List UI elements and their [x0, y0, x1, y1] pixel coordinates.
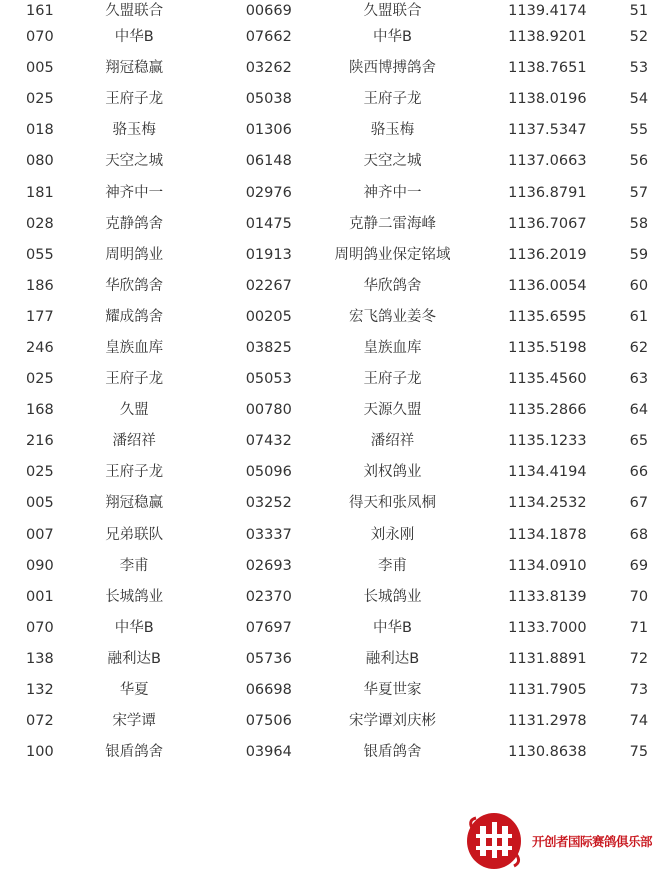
cell-team: 华欣鸽舍	[105, 277, 164, 294]
cell-area: 161	[26, 3, 54, 19]
cell-area: 025	[26, 371, 54, 388]
cell-speed: 1138.9201	[508, 29, 587, 46]
cell-owner: 李甫	[377, 557, 407, 574]
cell-area: 181	[26, 184, 54, 201]
cell-team: 王府子龙	[105, 371, 164, 388]
cell-rank: 51	[629, 3, 649, 19]
cell-area: 090	[26, 557, 54, 574]
cell-speed: 1137.0663	[508, 153, 587, 170]
cell-team: 克静鸽舍	[105, 215, 164, 232]
cell-ring: 07506	[245, 713, 292, 730]
cell-speed: 1134.2532	[508, 495, 587, 512]
cell-speed: 1134.4194	[508, 464, 587, 481]
cell-team: 久盟	[119, 402, 149, 419]
table-row	[0, 177, 670, 208]
cell-area: 070	[26, 619, 54, 636]
cell-ring: 07697	[245, 619, 292, 636]
cell-rank: 62	[629, 339, 649, 356]
table-row	[0, 613, 670, 644]
table-row	[0, 209, 670, 240]
table-row	[0, 644, 670, 675]
cell-speed: 1134.1878	[508, 526, 587, 543]
cell-owner: 长城鸽业	[363, 588, 422, 605]
cell-ring: 00780	[245, 402, 292, 419]
cell-ring: 00669	[245, 3, 292, 19]
cell-speed: 1138.0196	[508, 91, 587, 108]
cell-rank: 56	[629, 153, 649, 170]
cell-owner: 中华B	[373, 619, 412, 636]
table-row	[0, 582, 670, 613]
cell-ring: 01306	[245, 122, 292, 139]
cell-rank: 70	[629, 588, 649, 605]
cell-speed: 1133.8139	[508, 588, 587, 605]
cell-area: 072	[26, 713, 54, 730]
cell-ring: 01475	[245, 215, 292, 232]
cell-area: 216	[26, 433, 54, 450]
cell-area: 100	[26, 744, 54, 761]
cell-team: 翔冠稳赢	[105, 60, 164, 77]
cell-ring: 02267	[245, 277, 292, 294]
cell-speed: 1133.7000	[508, 619, 587, 636]
table-row	[0, 240, 670, 271]
table-row	[0, 675, 670, 706]
cell-ring: 03262	[245, 60, 292, 77]
cell-speed: 1135.2866	[508, 402, 587, 419]
cell-area: 246	[26, 339, 54, 356]
cell-owner: 华夏世家	[363, 682, 422, 699]
cell-ring: 07432	[245, 433, 292, 450]
table-row	[0, 520, 670, 551]
cell-area: 007	[26, 526, 54, 543]
cell-rank: 69	[629, 557, 649, 574]
cell-rank: 66	[629, 464, 649, 481]
cell-area: 132	[26, 682, 54, 699]
cell-area: 138	[26, 650, 54, 667]
cell-rank: 68	[629, 526, 649, 543]
cell-rank: 63	[629, 371, 649, 388]
cell-speed: 1138.7651	[508, 60, 587, 77]
club-seal-icon	[462, 808, 526, 872]
cell-area: 080	[26, 153, 54, 170]
cell-ring: 03825	[245, 339, 292, 356]
table-row	[0, 302, 670, 333]
table-row	[0, 271, 670, 302]
cell-rank: 74	[629, 713, 649, 730]
cell-speed: 1130.8638	[508, 744, 587, 761]
cell-owner: 宋学谭刘庆彬	[348, 713, 436, 730]
cell-speed: 1135.4560	[508, 371, 587, 388]
cell-rank: 52	[629, 29, 649, 46]
cell-rank: 71	[629, 619, 649, 636]
cell-area: 177	[26, 308, 54, 325]
cell-ring: 05736	[245, 650, 292, 667]
table-row	[0, 364, 670, 395]
cell-team: 骆玉梅	[112, 122, 156, 139]
cell-area: 186	[26, 277, 54, 294]
cell-rank: 67	[629, 495, 649, 512]
cell-speed: 1136.2019	[508, 246, 587, 263]
cell-owner: 得天和张凤桐	[348, 495, 436, 512]
cell-team: 皇族血库	[105, 339, 164, 356]
cell-owner: 神齐中一	[363, 184, 422, 201]
cell-team: 周明鸽业	[105, 246, 164, 263]
table-row	[0, 22, 670, 53]
club-logo	[462, 808, 662, 872]
cell-area: 001	[26, 588, 54, 605]
cell-owner: 王府子龙	[363, 91, 422, 108]
cell-rank: 58	[629, 215, 649, 232]
cell-owner: 骆玉梅	[370, 122, 415, 139]
cell-area: 018	[26, 122, 54, 139]
cell-area: 025	[26, 464, 54, 481]
cell-owner: 周明鸽业保定铭域	[334, 246, 451, 263]
cell-rank: 60	[629, 277, 649, 294]
cell-ring: 05096	[245, 464, 292, 481]
cell-owner: 刘永刚	[370, 526, 415, 543]
cell-team: 宋学谭	[112, 713, 156, 730]
cell-area: 005	[26, 495, 54, 512]
cell-owner: 克静二雷海峰	[348, 215, 436, 232]
cell-ring: 02976	[245, 184, 292, 201]
cell-rank: 64	[629, 402, 649, 419]
table-row	[0, 53, 670, 84]
cell-team: 翔冠稳赢	[105, 495, 164, 512]
cell-ring: 02370	[245, 588, 292, 605]
cell-area: 005	[26, 60, 54, 77]
cell-rank: 57	[629, 184, 649, 201]
cell-rank: 65	[629, 433, 649, 450]
table-row	[0, 737, 670, 768]
cell-rank: 55	[629, 122, 649, 139]
cell-area: 070	[26, 29, 54, 46]
cell-team: 长城鸽业	[105, 588, 164, 605]
cell-team: 李甫	[119, 557, 149, 574]
cell-team: 潘绍祥	[112, 433, 156, 450]
cell-speed: 1131.2978	[508, 713, 587, 730]
cell-speed: 1135.6595	[508, 308, 587, 325]
table-row	[0, 488, 670, 519]
cell-speed: 1131.8891	[508, 650, 587, 667]
cell-owner: 宏飞鸽业姜冬	[348, 308, 436, 325]
cell-ring: 00205	[245, 308, 292, 325]
table-row	[0, 146, 670, 177]
cell-team: 王府子龙	[105, 91, 164, 108]
cell-area: 168	[26, 402, 54, 419]
cell-team: 神齐中一	[105, 184, 164, 201]
cell-rank: 61	[629, 308, 649, 325]
cell-owner: 王府子龙	[363, 371, 422, 388]
cell-ring: 05038	[245, 91, 292, 108]
cell-ring: 03337	[245, 526, 292, 543]
cell-ring: 06698	[245, 682, 292, 699]
cell-team: 银盾鸽舍	[105, 744, 164, 761]
table-row	[0, 333, 670, 364]
table-row	[0, 395, 670, 426]
cell-ring: 06148	[245, 153, 292, 170]
cell-area: 028	[26, 215, 54, 232]
table-row	[0, 115, 670, 146]
cell-ring: 07662	[245, 29, 292, 46]
cell-ring: 03964	[245, 744, 292, 761]
cell-rank: 73	[629, 682, 649, 699]
cell-speed: 1135.1233	[508, 433, 587, 450]
cell-owner: 融利达B	[365, 650, 420, 667]
cell-speed: 1136.8791	[508, 184, 587, 201]
cell-rank: 53	[629, 60, 649, 77]
cell-rank: 72	[629, 650, 649, 667]
cell-speed: 1134.0910	[508, 557, 587, 574]
table-row	[0, 84, 670, 115]
cell-speed: 1136.0054	[508, 277, 587, 294]
table-row	[0, 0, 670, 22]
cell-rank: 54	[629, 91, 649, 108]
cell-speed: 1136.7067	[508, 215, 587, 232]
cell-team: 耀成鸽舍	[105, 308, 164, 325]
cell-team: 融利达B	[107, 650, 161, 667]
cell-owner: 华欣鸽舍	[363, 277, 422, 294]
cell-team: 中华B	[114, 619, 154, 636]
cell-ring: 02693	[245, 557, 292, 574]
cell-team: 王府子龙	[105, 464, 164, 481]
cell-speed: 1131.7905	[508, 682, 587, 699]
cell-speed: 1137.5347	[508, 122, 587, 139]
cell-owner: 天空之城	[363, 153, 422, 170]
cell-speed: 1135.5198	[508, 339, 587, 356]
cell-area: 055	[26, 246, 54, 263]
cell-speed: 1139.4174	[508, 3, 587, 19]
cell-owner: 久盟联合	[363, 3, 422, 19]
cell-ring: 03252	[245, 495, 292, 512]
cell-owner: 皇族血库	[363, 339, 422, 356]
cell-owner: 刘权鸽业	[363, 464, 422, 481]
cell-team: 天空之城	[105, 153, 164, 170]
cell-ring: 01913	[245, 246, 292, 263]
cell-team: 久盟联合	[105, 3, 164, 19]
cell-owner: 银盾鸽舍	[363, 744, 422, 761]
club-name: 开创者国际赛鸽俱乐部	[532, 834, 653, 849]
table-row	[0, 706, 670, 737]
cell-team: 华夏	[119, 682, 149, 699]
cell-rank: 59	[629, 246, 649, 263]
cell-rank: 75	[629, 744, 649, 761]
table-row	[0, 426, 670, 457]
cell-owner: 中华B	[373, 29, 412, 46]
table-row	[0, 551, 670, 582]
cell-owner: 陕西博搏鸽舍	[348, 60, 436, 77]
cell-team: 中华B	[114, 29, 154, 46]
cell-team: 兄弟联队	[105, 526, 164, 543]
cell-owner: 天源久盟	[363, 402, 422, 419]
table-row	[0, 457, 670, 488]
cell-area: 025	[26, 91, 54, 108]
cell-ring: 05053	[245, 371, 292, 388]
cell-owner: 潘绍祥	[370, 433, 415, 450]
